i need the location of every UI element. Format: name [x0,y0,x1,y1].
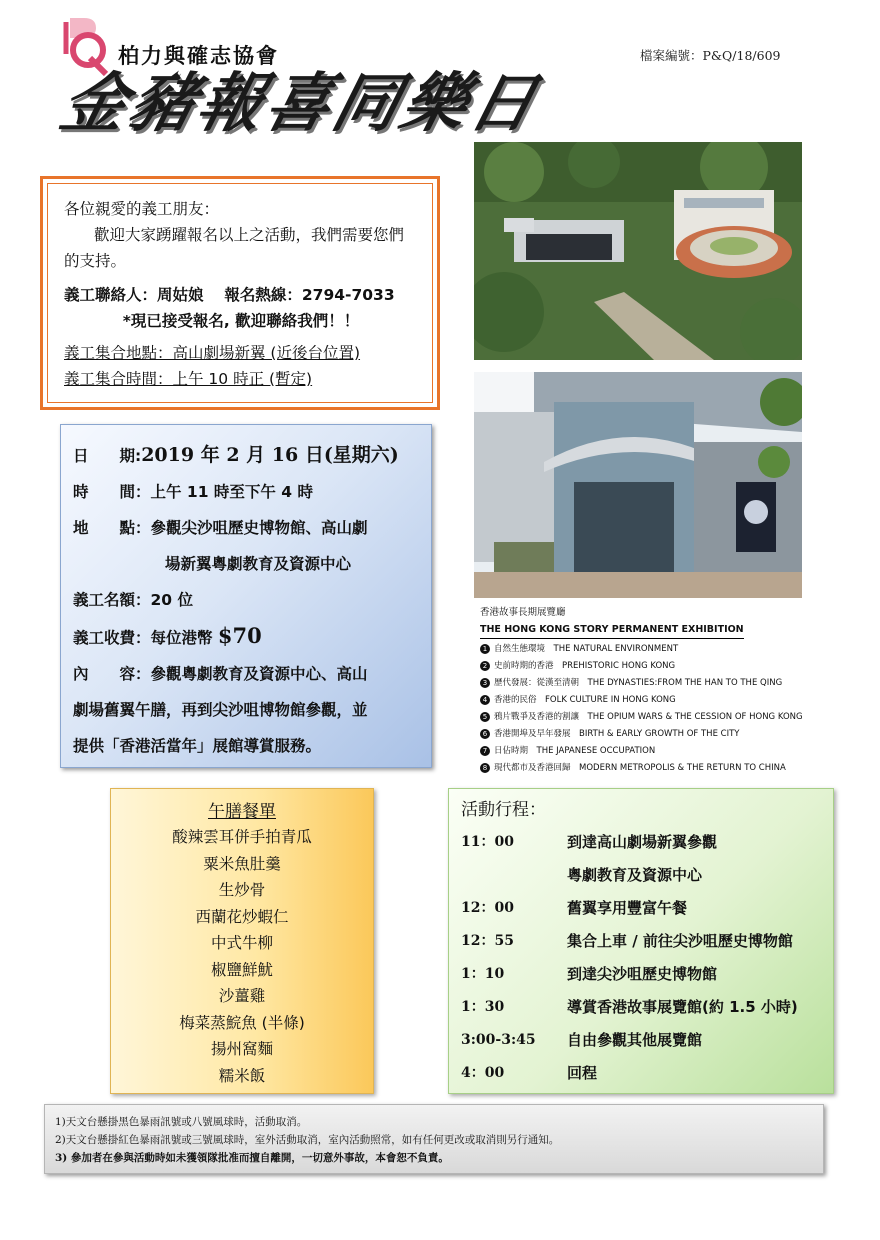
note-3: 3) 參加者在參與活動時如未獲領隊批准而擅自離開，一切意外事故，本會恕不負責。 [55,1152,449,1164]
number-badge-icon: 5 [480,712,490,722]
place-label: 地 點： [73,519,151,537]
greeting-body: 歡迎大家踴躍報名以上之活動，我們需要您們的支持。 [64,226,405,270]
exhibition-item: 8 現代都市及香港回歸 MODERN METROPOLIS & THE RETURN TO CHINA [480,760,810,777]
menu-item: 揚州窩麵 [210,1040,273,1058]
time-label: 時 間： [73,483,151,501]
schedule-time: 12：55 [461,933,514,949]
schedule-event: 到達高山劇場新翼參觀 [567,833,718,851]
fee-value: $70 [217,623,262,648]
exhibition-item: 3 歷代發展：從漢至清朝 THE DYNASTIES:FROM THE HAN TO THE QING [480,675,810,692]
number-badge-icon: 3 [480,678,490,688]
exhibition-list [480,604,810,777]
schedule-row [461,1024,823,1057]
contact-line: 義工聯絡人：周姑娘 報名熱線：2794-7033 [64,286,395,304]
exhibition-title-en: THE HONG KONG STORY PERMANENT EXHIBITION [480,621,744,639]
menu-item: 酸辣雲耳併手拍青瓜 [172,828,312,846]
aerial-venue-photo [474,142,802,360]
exhibition-item: 4 香港的民俗 FOLK CULTURE IN HONG KONG [480,692,810,709]
schedule-row [461,826,823,859]
schedule-event: 粵劇教育及資源中心 [567,866,703,884]
schedule-row [461,925,823,958]
content-line-2: 劇場舊翼午膳，再到尖沙咀博物館參觀，並 [73,701,368,719]
number-badge-icon: 7 [480,746,490,756]
schedule-event: 集合上車 / 前往尖沙咀歷史博物館 [567,932,793,950]
schedule-title: 活動行程： [461,800,546,820]
time-row [73,474,419,510]
number-badge-icon: 8 [480,763,490,773]
fee-row [73,618,419,656]
greeting-box [40,176,440,410]
fee-label: 義工收費：每位港幣 [73,629,213,647]
schedule-time [461,859,567,892]
menu-item: 沙薑雞 [218,987,266,1005]
time-value: 上午 11 時至下午 4 時 [150,483,313,501]
schedule-event: 舊翼享用豐富午餐 [567,899,688,917]
schedule-row [461,991,823,1024]
accepting-notice: *現已接受報名, 歡迎聯絡我們！！ [122,312,360,330]
meeting-time: 義工集合時間：上午 10 時正 (暫定) [64,370,313,388]
organization-name: 柏力與確志協會 [118,44,279,68]
schedule-event: 回程 [567,1064,598,1082]
menu-title: 午膳餐單 [208,802,276,822]
exhibition-item: 6 香港開埠及早年發展 BIRTH & EARLY GROWTH OF THE CITY [480,726,810,743]
greeting-salutation: 各位親愛的義工朋友： [64,200,220,218]
date-label: 日 期: [73,447,142,465]
schedule-event: 導賞香港故事展覽館(約 1.5 小時) [567,998,798,1016]
menu-item: 粟米魚肚羹 [203,854,281,873]
place-value-1: 參觀尖沙咀歷史博物館、高山劇 [150,519,368,537]
museum-entrance-photo [474,372,802,598]
schedule-row [461,892,823,925]
schedule-time: 4：00 [461,1065,505,1081]
note-1: 1)天文台懸掛黑色暴雨訊號或八號風球時，活動取消。 [55,1116,308,1128]
place-value-2: 場新翼粵劇教育及資源中心 [165,555,352,573]
exhibition-item: 7 日佔時期 THE JAPANESE OCCUPATION [480,743,810,760]
schedule-box [448,788,834,1094]
quota-row: 義工名額：20 位 [73,591,193,609]
exhibition-item: 1 自然生態環境 THE NATURAL ENVIRONMENT [480,641,810,658]
menu-item: 中式牛柳 [210,934,273,952]
reference-number: 檔案編號：P&Q/18/609 [640,48,781,63]
menu-item: 生炒骨 [218,881,266,899]
date-row [73,437,419,474]
schedule-event: 到達尖沙咀歷史博物館 [567,965,718,983]
number-badge-icon: 4 [480,695,490,705]
schedule-time: 11：00 [461,834,514,850]
schedule-event: 自由參觀其他展覽館 [567,1031,703,1049]
schedule-time: 1：30 [461,999,505,1015]
exhibition-item: 2 史前時期的香港 PREHISTORIC HONG KONG [480,658,810,675]
lunch-menu-box [110,788,374,1094]
menu-item: 椒鹽鮮魷 [210,960,273,979]
event-details-box [60,424,432,768]
schedule-time: 3:00-3:45 [461,1032,536,1048]
schedule-time: 1：10 [461,966,505,982]
meeting-place: 義工集合地點：高山劇場新翼 (近後台位置) [64,344,361,362]
event-title: 金豬報喜同樂日 [53,67,548,141]
note-2: 2)天文台懸掛紅色暴雨訊號或三號風球時，室外活動取消，室內活動照常，如有任何更改或取消則另行通知。 [55,1134,560,1146]
notes-box [44,1104,824,1174]
place-row [73,510,419,546]
number-badge-icon: 6 [480,729,490,739]
exhibition-item: 5 鴉片戰爭及香港的割讓 THE OPIUM WARS & THE CESSION OF HONG KONG [480,709,810,726]
schedule-time: 12：00 [461,900,514,916]
content-line-3: 提供「香港活當年」展館導賞服務。 [73,737,322,755]
menu-item: 糯米飯 [218,1066,266,1085]
exhibition-title-zh: 香港故事長期展覽廳 [480,607,566,618]
schedule-row [461,1057,823,1090]
date-value: 2019 年 2 月 16 日(星期六) [141,444,399,466]
content-line-1: 內 容：參觀粵劇教育及資源中心、高山 [73,665,368,683]
menu-item: 梅菜蒸鯇魚 (半條) [179,1013,305,1032]
number-badge-icon: 2 [480,661,490,671]
schedule-row [461,958,823,991]
schedule-row [461,859,823,892]
number-badge-icon: 1 [480,644,490,654]
menu-item: 西蘭花炒蝦仁 [195,907,289,926]
